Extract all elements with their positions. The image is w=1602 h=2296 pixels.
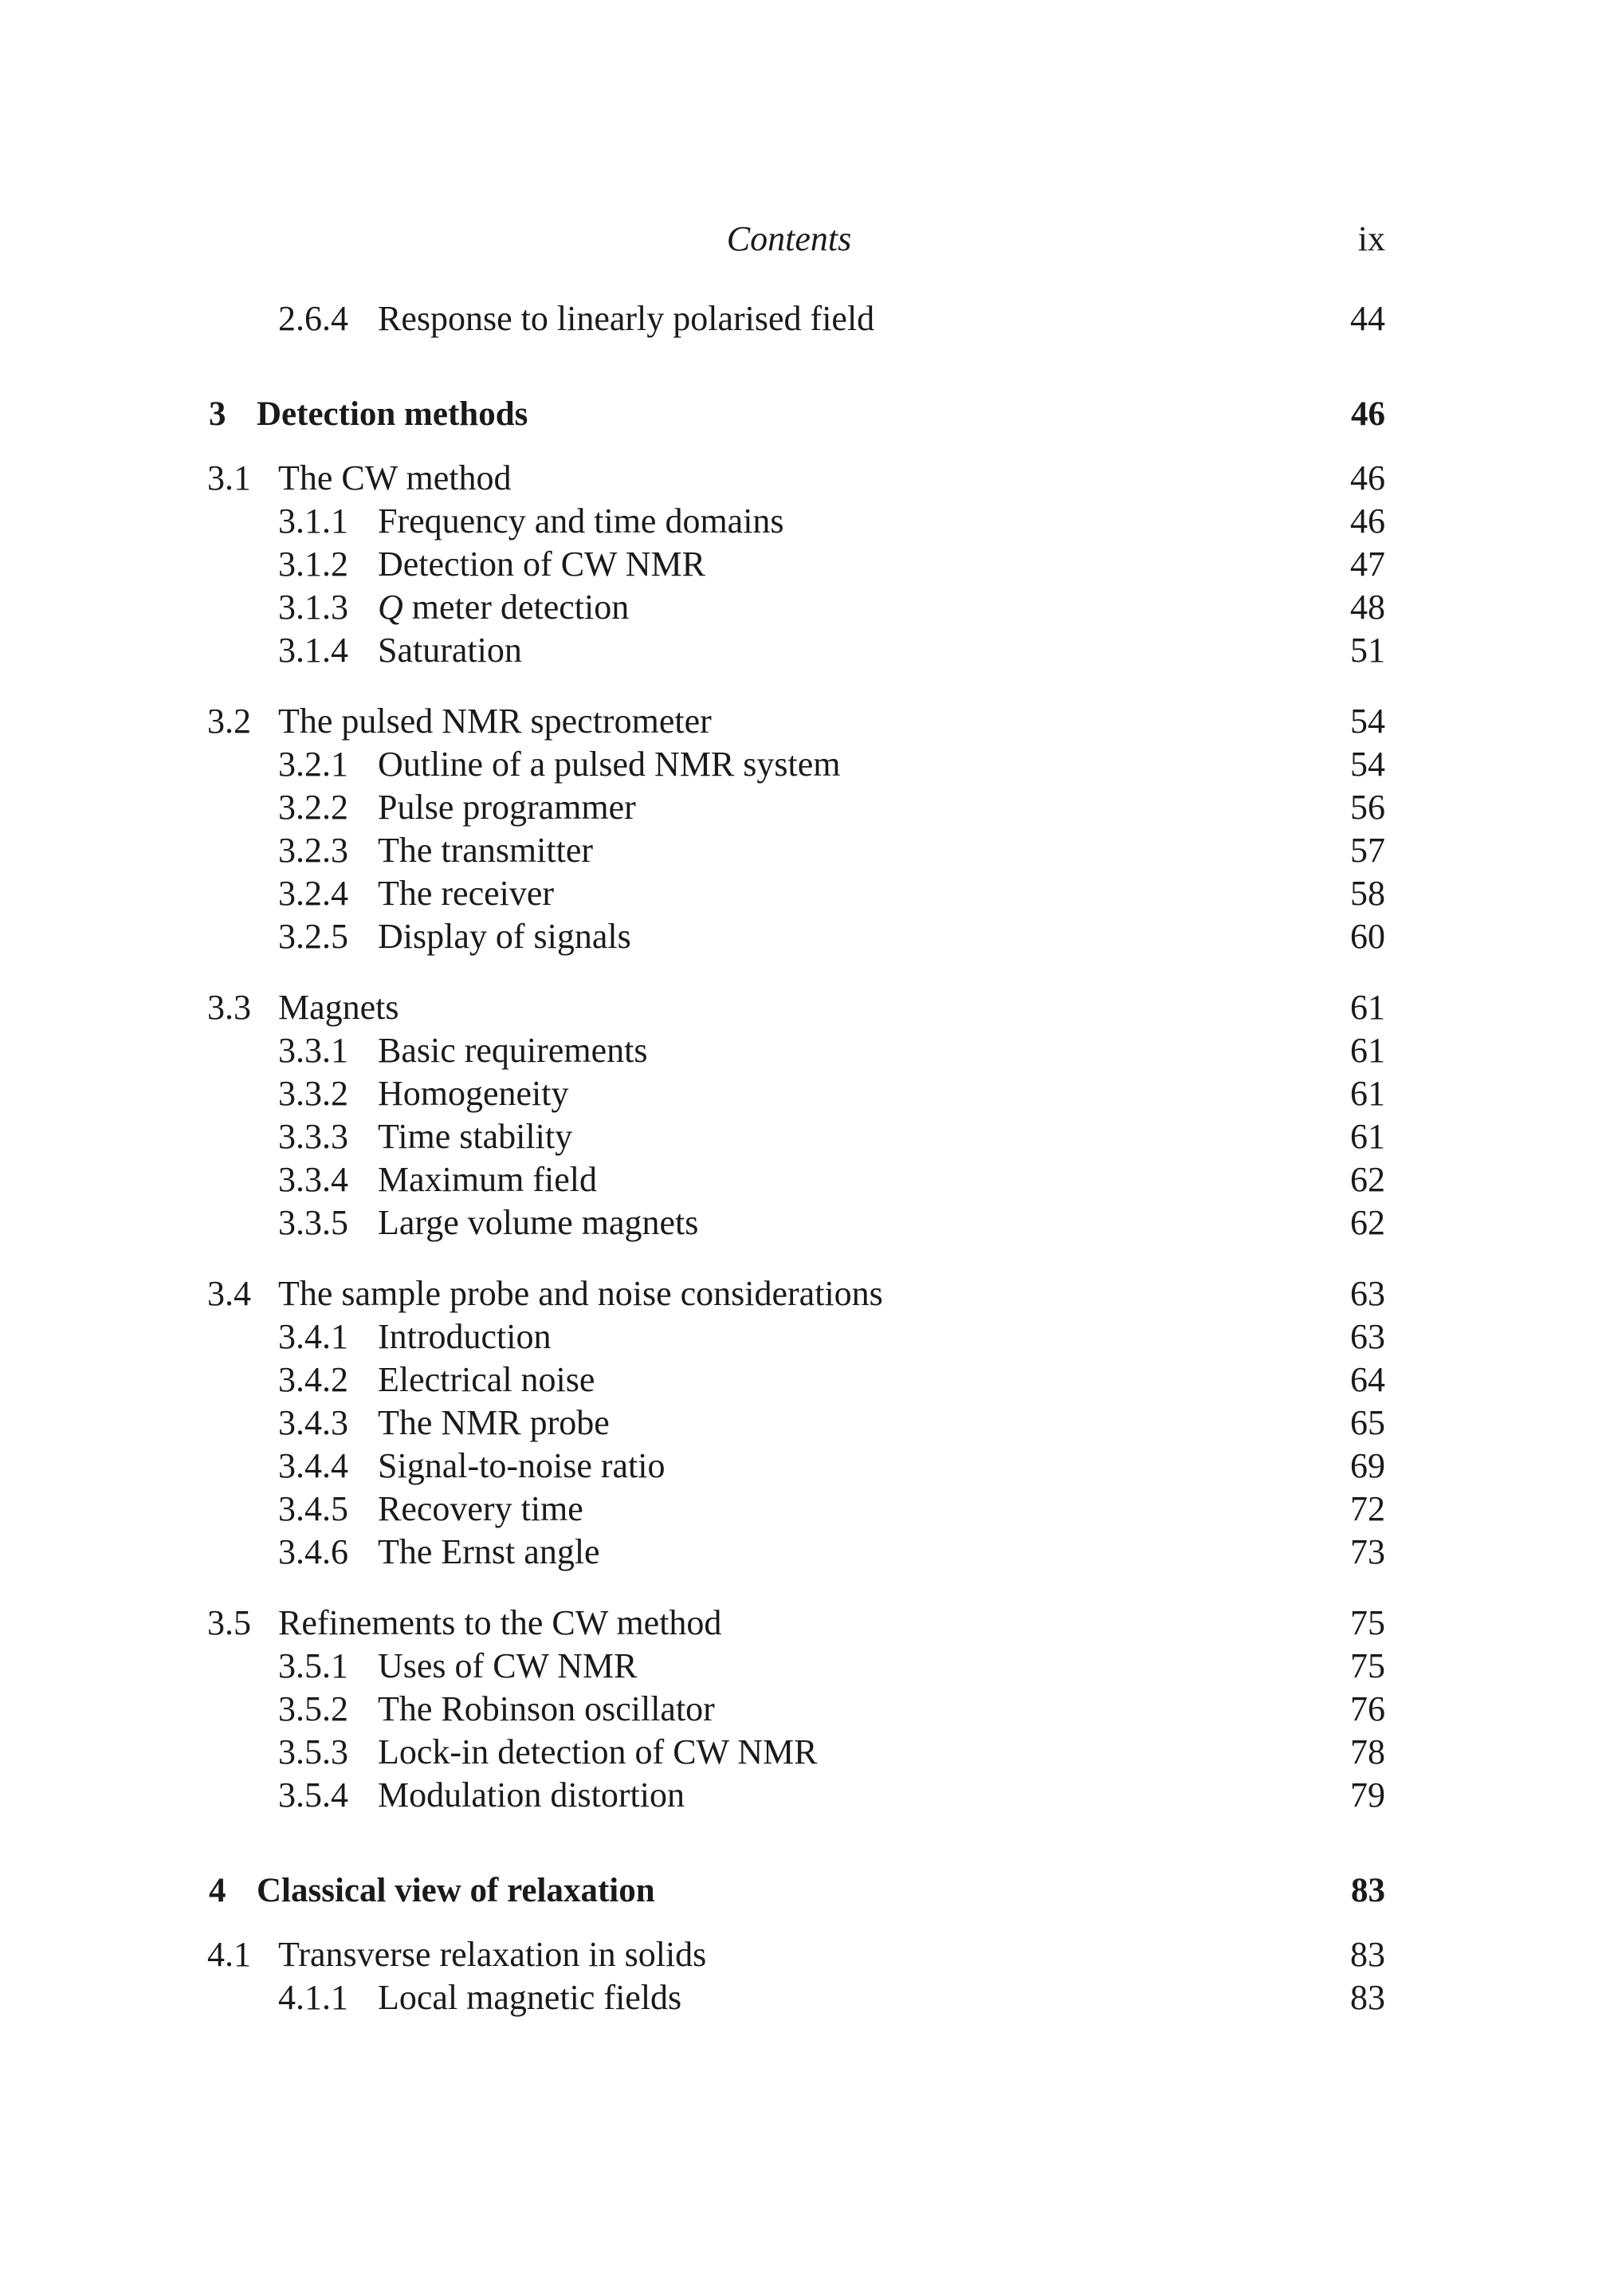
toc-entry-3-4-3 xyxy=(0,1402,1602,1445)
entry-number: 3.1.4 xyxy=(278,631,348,670)
entry-page: 44 xyxy=(1350,299,1385,338)
section-page: 63 xyxy=(1350,1274,1385,1313)
entry-page: 62 xyxy=(1350,1160,1385,1199)
entry-title: The Ernst angle xyxy=(378,1532,600,1571)
entry-title: Detection of CW NMR xyxy=(378,545,706,584)
entry-number: 3.4.6 xyxy=(278,1532,348,1571)
entry-title: Introduction xyxy=(378,1317,552,1356)
entry-number: 3.2.4 xyxy=(278,874,348,913)
entry-page: 73 xyxy=(1350,1532,1385,1571)
entry-number: 3.5.3 xyxy=(278,1732,348,1771)
entry-number: 3.1.3 xyxy=(278,588,348,627)
section-number: 3.2 xyxy=(207,702,251,741)
entry-title: Large volume magnets xyxy=(378,1203,699,1242)
entry-number: 3.4.3 xyxy=(278,1403,348,1442)
entry-title: Outline of a pulsed NMR system xyxy=(378,745,841,784)
entry-number: 3.4.4 xyxy=(278,1446,348,1485)
toc-entry-3-4-2 xyxy=(0,1358,1602,1402)
toc-section-3-1 xyxy=(0,457,1602,500)
entry-number: 3.1.1 xyxy=(278,501,348,541)
entry-title: The transmitter xyxy=(378,831,594,870)
section-title: Refinements to the CW method xyxy=(278,1603,722,1642)
entry-page: 63 xyxy=(1350,1317,1385,1356)
toc-entry-3-1-3 xyxy=(0,586,1602,629)
section-page: 46 xyxy=(1350,458,1385,497)
page-number: ix xyxy=(1357,219,1385,258)
section-page: 54 xyxy=(1350,702,1385,741)
toc-entry-3-3-1 xyxy=(0,1029,1602,1072)
entry-number: 3.5.4 xyxy=(278,1775,348,1814)
entry-page: 56 xyxy=(1350,788,1385,827)
toc-chapter-4 xyxy=(0,1869,1602,1913)
entry-title: Basic requirements xyxy=(378,1031,648,1070)
section-number: 3.1 xyxy=(207,458,251,497)
toc-entry-3-2-1 xyxy=(0,743,1602,786)
entry-page: 65 xyxy=(1350,1403,1385,1442)
entry-number: 3.3.2 xyxy=(278,1074,348,1113)
entry-title: Response to linearly polarised field xyxy=(378,299,875,338)
chapter-title: Detection methods xyxy=(257,395,528,433)
toc-entry-3-4-4 xyxy=(0,1445,1602,1488)
toc-entry-3-1-2 xyxy=(0,543,1602,586)
entry-title: The Robinson oscillator xyxy=(378,1689,715,1728)
entry-page: 79 xyxy=(1350,1775,1385,1814)
entry-page: 60 xyxy=(1350,917,1385,956)
section-title: Transverse relaxation in solids xyxy=(278,1935,707,1974)
entry-title: Local magnetic fields xyxy=(378,1978,682,2017)
entry-page: 61 xyxy=(1350,1031,1385,1070)
entry-title: The NMR probe xyxy=(378,1403,610,1442)
entry-title-text: meter detection xyxy=(402,588,630,627)
entry-page: 62 xyxy=(1350,1203,1385,1242)
entry-number: 3.2.5 xyxy=(278,917,348,956)
section-title: The CW method xyxy=(278,458,512,497)
toc-entry-3-2-5 xyxy=(0,915,1602,958)
entry-page: 72 xyxy=(1350,1489,1385,1528)
section-number: 3.4 xyxy=(207,1274,251,1313)
entry-title: Frequency and time domains xyxy=(378,501,784,541)
entry-number: 3.5.2 xyxy=(278,1689,348,1728)
entry-number: 3.5.1 xyxy=(278,1646,348,1685)
entry-page: 51 xyxy=(1350,631,1385,670)
toc-entry-2-6-4 xyxy=(0,297,1602,340)
toc-section-3-4 xyxy=(0,1272,1602,1315)
section-title: The pulsed NMR spectrometer xyxy=(278,702,712,741)
toc-entry-3-3-4 xyxy=(0,1158,1602,1201)
q-symbol: Q xyxy=(378,588,403,627)
chapter-number: 3 xyxy=(209,395,226,433)
entry-page: 47 xyxy=(1350,545,1385,584)
entry-number: 3.3.1 xyxy=(278,1031,348,1070)
entry-title: Signal-to-noise ratio xyxy=(378,1446,666,1485)
entry-number: 3.4.5 xyxy=(278,1489,348,1528)
entry-page: 54 xyxy=(1350,745,1385,784)
toc-entry-3-2-3 xyxy=(0,829,1602,872)
toc-entry-3-3-5 xyxy=(0,1201,1602,1244)
entry-page: 83 xyxy=(1350,1978,1385,2017)
toc-entry-3-4-6 xyxy=(0,1531,1602,1574)
chapter-title: Classical view of relaxation xyxy=(257,1872,655,1909)
section-number: 3.3 xyxy=(207,988,251,1027)
toc-section-3-3 xyxy=(0,986,1602,1029)
section-number: 3.5 xyxy=(207,1603,251,1642)
section-title: The sample probe and noise considerations xyxy=(278,1274,883,1313)
entry-number: 3.3.4 xyxy=(278,1160,348,1199)
entry-title: Saturation xyxy=(378,631,522,670)
toc-entry-3-1-4 xyxy=(0,629,1602,672)
entry-number: 3.3.5 xyxy=(278,1203,348,1242)
entry-number: 3.4.1 xyxy=(278,1317,348,1356)
page-header xyxy=(0,211,1602,267)
entry-title: Homogeneity xyxy=(378,1074,569,1113)
toc-entry-3-4-5 xyxy=(0,1488,1602,1531)
toc-entry-3-4-1 xyxy=(0,1315,1602,1358)
entry-number: 4.1.1 xyxy=(278,1978,348,2017)
entry-number: 3.2.2 xyxy=(278,788,348,827)
entry-page: 69 xyxy=(1350,1446,1385,1485)
section-page: 75 xyxy=(1350,1603,1385,1642)
section-title: Magnets xyxy=(278,988,399,1027)
chapter-number: 4 xyxy=(209,1872,226,1909)
entry-number: 2.6.4 xyxy=(278,299,348,338)
toc-chapter-3 xyxy=(0,393,1602,436)
entry-title: Modulation distortion xyxy=(378,1775,685,1814)
entry-page: 57 xyxy=(1350,831,1385,870)
toc-entry-3-3-3 xyxy=(0,1115,1602,1158)
entry-number: 3.2.3 xyxy=(278,831,348,870)
entry-page: 46 xyxy=(1350,501,1385,541)
entry-page: 78 xyxy=(1350,1732,1385,1771)
toc-section-3-2 xyxy=(0,700,1602,743)
table-of-contents xyxy=(0,297,1602,2019)
entry-title xyxy=(378,586,629,629)
entry-page: 48 xyxy=(1350,588,1385,627)
entry-page: 61 xyxy=(1350,1074,1385,1113)
entry-title: Uses of CW NMR xyxy=(378,1646,638,1685)
toc-entry-3-5-3 xyxy=(0,1731,1602,1774)
entry-title: Recovery time xyxy=(378,1489,583,1528)
toc-entry-3-3-2 xyxy=(0,1072,1602,1115)
section-page: 61 xyxy=(1350,988,1385,1027)
toc-entry-3-1-1 xyxy=(0,500,1602,543)
entry-title: Time stability xyxy=(378,1117,573,1156)
entry-page: 75 xyxy=(1350,1646,1385,1685)
toc-entry-3-2-2 xyxy=(0,786,1602,829)
running-title: Contents xyxy=(726,219,852,258)
toc-entry-3-5-4 xyxy=(0,1774,1602,1817)
toc-entry-3-5-1 xyxy=(0,1645,1602,1688)
entry-title: Display of signals xyxy=(378,917,631,956)
entry-number: 3.2.1 xyxy=(278,745,348,784)
toc-entry-4-1-1 xyxy=(0,1976,1602,2019)
toc-entry-3-5-2 xyxy=(0,1688,1602,1731)
entry-title: The receiver xyxy=(378,874,555,913)
toc-section-3-5 xyxy=(0,1602,1602,1645)
toc-section-4-1 xyxy=(0,1933,1602,1976)
entry-number: 3.1.2 xyxy=(278,545,348,584)
entry-number: 3.4.2 xyxy=(278,1360,348,1399)
entry-page: 61 xyxy=(1350,1117,1385,1156)
entry-page: 58 xyxy=(1350,874,1385,913)
entry-title: Lock-in detection of CW NMR xyxy=(378,1732,818,1771)
entry-title: Pulse programmer xyxy=(378,788,636,827)
chapter-page: 46 xyxy=(1351,395,1385,433)
entry-page: 76 xyxy=(1350,1689,1385,1728)
entry-title: Maximum field xyxy=(378,1160,597,1199)
toc-entry-3-2-4 xyxy=(0,872,1602,915)
entry-title: Electrical noise xyxy=(378,1360,595,1399)
entry-page: 64 xyxy=(1350,1360,1385,1399)
entry-number: 3.3.3 xyxy=(278,1117,348,1156)
chapter-page: 83 xyxy=(1351,1872,1385,1909)
section-number: 4.1 xyxy=(207,1935,251,1974)
section-page: 83 xyxy=(1350,1935,1385,1974)
